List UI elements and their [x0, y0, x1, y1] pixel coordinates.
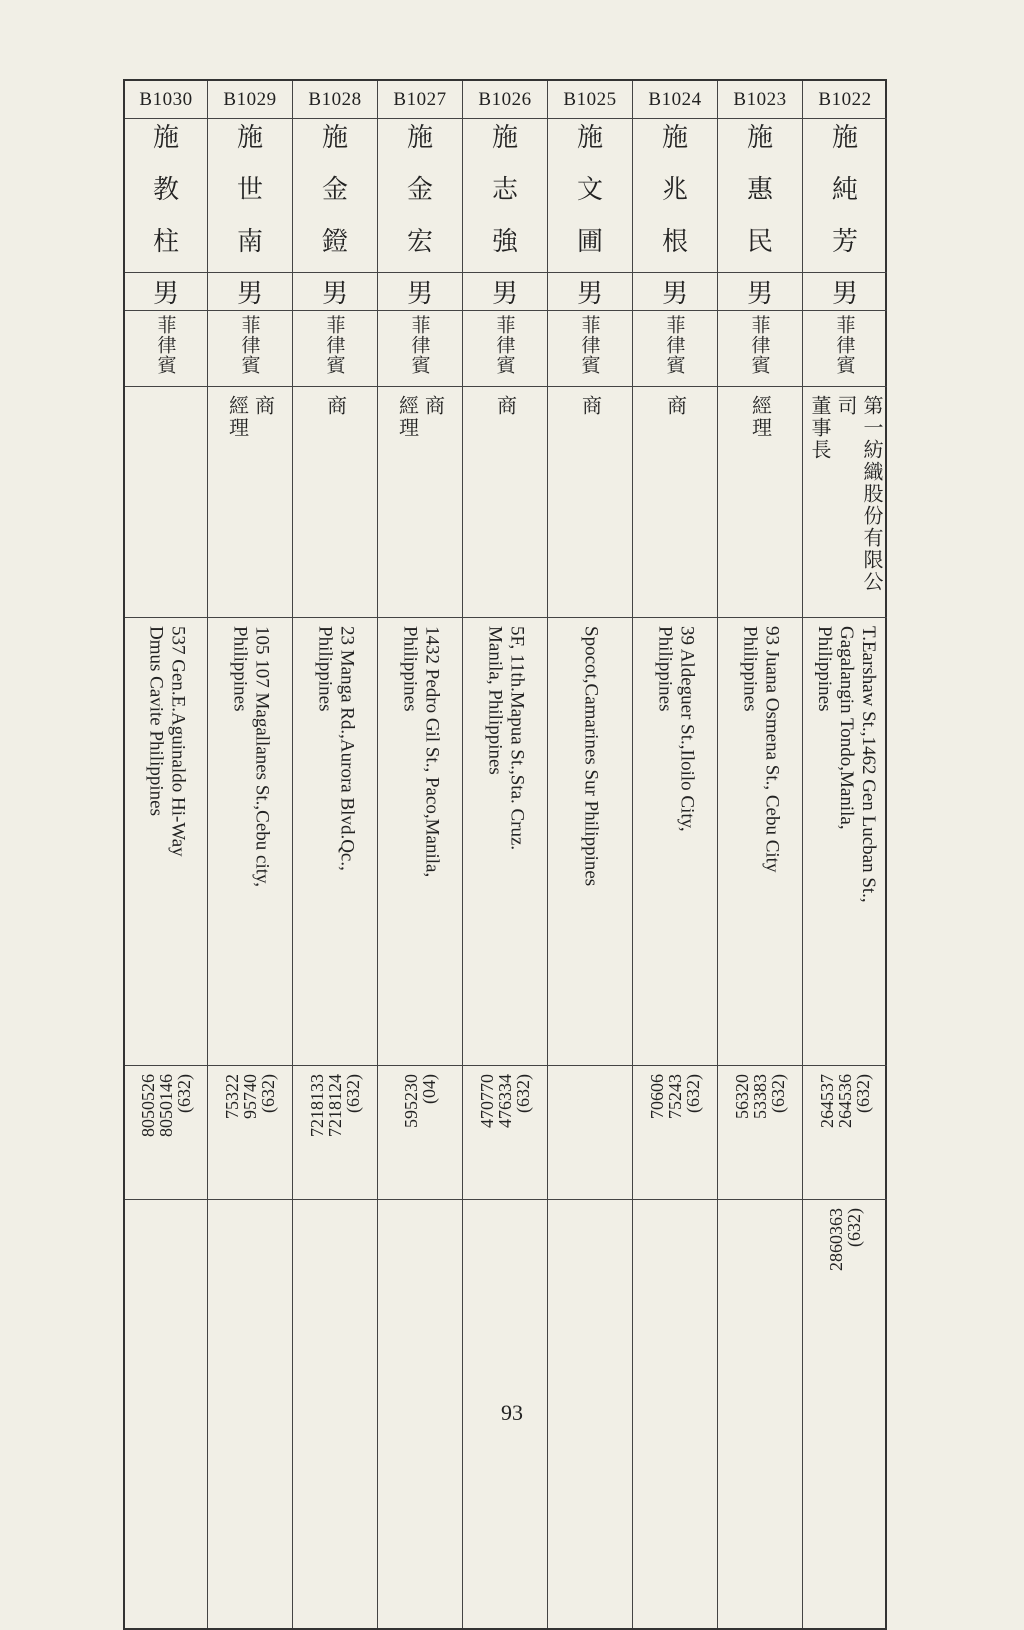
address-line: T.Earshaw St.,1462 Gen Lucban St., — [858, 626, 879, 903]
telephone-cell — [463, 1066, 547, 1200]
occupation-line: 商 — [663, 395, 688, 417]
record-column — [378, 81, 463, 1628]
sex-cell: 男 — [718, 273, 802, 311]
occupation-line: 商 — [421, 395, 446, 417]
telephone-line: 595230 — [400, 1074, 421, 1128]
record-column — [463, 81, 548, 1628]
telephone-line: 56320 — [731, 1074, 752, 1119]
telephone-line: (632) — [173, 1074, 194, 1113]
occupation-cell — [548, 387, 632, 618]
record-code: B1028 — [293, 81, 377, 119]
name-character: 鐙 — [321, 227, 348, 257]
name-cell — [718, 119, 802, 273]
telephone-line: 7218133 — [306, 1074, 327, 1137]
record-code: B1022 — [803, 81, 887, 119]
name-character: 世 — [236, 175, 263, 205]
name-character: 民 — [746, 227, 773, 257]
sex-cell: 男 — [463, 273, 547, 311]
address-cell — [803, 618, 887, 1066]
record-column — [633, 81, 718, 1628]
occupation-line: 第一紡織股份有限公 — [860, 395, 884, 593]
telephone-line: 70606 — [646, 1074, 667, 1119]
occupation-line: 商 — [578, 395, 603, 417]
address-line: Philippines — [229, 626, 251, 712]
occupation-line: 經理 — [748, 395, 773, 439]
record-column — [718, 81, 803, 1628]
name-character: 施 — [321, 123, 348, 153]
nationality-cell — [463, 311, 547, 387]
telephone-line: 8050526 — [137, 1074, 158, 1137]
address-cell — [125, 618, 207, 1066]
sex-cell: 男 — [208, 273, 292, 311]
occupation-line: 商 — [251, 395, 276, 417]
telephone-line: 8050146 — [155, 1074, 176, 1137]
occupation-line: 司 — [834, 395, 858, 417]
record-code: B1029 — [208, 81, 292, 119]
nationality-text: 菲律賓 — [833, 315, 856, 375]
telephone-line: (632) — [682, 1074, 703, 1113]
address-line: 105 107 Magallanes St.,Cebu city, — [251, 626, 273, 888]
address-line: Philippines — [654, 626, 676, 712]
record-column — [803, 81, 887, 1628]
record-code: B1023 — [718, 81, 802, 119]
nationality-cell — [293, 311, 377, 387]
occupation-cell — [463, 387, 547, 618]
telephone-line: (632) — [767, 1074, 788, 1113]
address-cell — [378, 618, 462, 1066]
name-character: 施 — [152, 123, 179, 153]
record-code: B1027 — [378, 81, 462, 119]
address-line: 5F, 11th.Mapua St.,Sta. Cruz. — [506, 626, 528, 851]
occupation-line: 董事長 — [808, 395, 832, 461]
record-code: B1026 — [463, 81, 547, 119]
record-column — [125, 81, 208, 1628]
name-cell — [633, 119, 717, 273]
record-column — [548, 81, 633, 1628]
sex-cell: 男 — [633, 273, 717, 311]
address-line: Philippines — [814, 626, 835, 712]
nationality-cell — [803, 311, 887, 387]
name-cell — [378, 119, 462, 273]
telephone-line: (632) — [342, 1074, 363, 1113]
address-line: Gagalangin Tondo,Manila, — [836, 626, 857, 830]
nationality-text: 菲律賓 — [663, 315, 686, 375]
name-character: 金 — [321, 175, 348, 205]
address-line: Philippines — [314, 626, 336, 712]
occupation-cell — [803, 387, 887, 618]
address-cell — [293, 618, 377, 1066]
name-character: 施 — [831, 123, 858, 153]
address-line: 537 Gen.E.Aguinaldo Hi-Way — [167, 626, 189, 857]
name-character: 施 — [236, 123, 263, 153]
sex-cell: 男 — [378, 273, 462, 311]
telephone-line: (632) — [853, 1074, 873, 1113]
address-line: 1432 Pedro Gil St., Paco,Manila, — [421, 626, 443, 878]
sex-cell: 男 — [548, 273, 632, 311]
telephone-cell — [378, 1066, 462, 1200]
occupation-cell — [125, 387, 207, 618]
name-character: 兆 — [661, 175, 688, 205]
name-character: 施 — [576, 123, 603, 153]
fax-line: (632) — [844, 1208, 864, 1247]
record-column — [208, 81, 293, 1628]
name-character: 圃 — [576, 227, 603, 257]
name-cell — [463, 119, 547, 273]
occupation-cell — [293, 387, 377, 618]
occupation-cell — [718, 387, 802, 618]
name-character: 純 — [831, 175, 858, 205]
occupation-line: 經理 — [395, 395, 420, 439]
telephone-line: 7218124 — [324, 1074, 345, 1137]
address-cell — [208, 618, 292, 1066]
address-cell — [548, 618, 632, 1066]
telephone-line: 75322 — [221, 1074, 242, 1119]
address-cell — [633, 618, 717, 1066]
name-cell — [548, 119, 632, 273]
address-line: Philippines — [399, 626, 421, 712]
sex-cell: 男 — [293, 273, 377, 311]
nationality-text: 菲律賓 — [154, 315, 177, 375]
occupation-cell — [633, 387, 717, 618]
name-character: 教 — [152, 175, 179, 205]
telephone-cell — [293, 1066, 377, 1200]
nationality-text: 菲律賓 — [748, 315, 771, 375]
nationality-text: 菲律賓 — [493, 315, 516, 375]
sex-cell: 男 — [125, 273, 207, 311]
nationality-cell — [633, 311, 717, 387]
name-character: 金 — [406, 175, 433, 205]
nationality-cell — [208, 311, 292, 387]
name-character: 施 — [661, 123, 688, 153]
address-line: Spocot,Camarines Sur Philippines — [580, 626, 602, 887]
name-character: 根 — [661, 227, 688, 257]
record-code: B1030 — [125, 81, 207, 119]
nationality-text: 菲律賓 — [408, 315, 431, 375]
nationality-cell — [125, 311, 207, 387]
address-cell — [718, 618, 802, 1066]
name-character: 志 — [491, 175, 518, 205]
telephone-cell — [208, 1066, 292, 1200]
name-cell — [125, 119, 207, 273]
telephone-cell — [125, 1066, 207, 1200]
nationality-cell — [378, 311, 462, 387]
occupation-cell — [378, 387, 462, 618]
occupation-line: 經理 — [225, 395, 250, 439]
address-line: 93 Juana Osmena St., Cebu City — [761, 626, 783, 873]
sex-cell: 男 — [803, 273, 887, 311]
telephone-line: 95740 — [239, 1074, 260, 1119]
address-line: 23 Manga Rd.,Aurora Blvd.Qc., — [336, 626, 358, 871]
page-number: 93 — [501, 1400, 523, 1425]
address-register-table — [123, 79, 887, 1630]
name-character: 施 — [406, 123, 433, 153]
telephone-cell — [718, 1066, 802, 1200]
record-column — [293, 81, 378, 1628]
address-cell — [463, 618, 547, 1066]
address-line: 39 Aldeguer St.,Iloilo City, — [676, 626, 698, 832]
name-character: 施 — [491, 123, 518, 153]
occupation-line: 商 — [493, 395, 518, 417]
nationality-cell — [718, 311, 802, 387]
name-character: 強 — [491, 227, 518, 257]
nationality-text: 菲律賓 — [238, 315, 261, 375]
record-code: B1025 — [548, 81, 632, 119]
address-line: Dmus Cavite Philippines — [145, 626, 167, 816]
name-cell — [803, 119, 887, 273]
telephone-line: 53383 — [749, 1074, 770, 1119]
name-character: 施 — [746, 123, 773, 153]
fax-line: 2860363 — [826, 1208, 846, 1271]
name-character: 文 — [576, 175, 603, 205]
occupation-line: 商 — [323, 395, 348, 417]
telephone-cell — [803, 1066, 887, 1200]
telephone-line: 264537 — [817, 1074, 837, 1128]
occupation-cell — [208, 387, 292, 618]
nationality-text: 菲律賓 — [578, 315, 601, 375]
record-code: B1024 — [633, 81, 717, 119]
name-character: 柱 — [152, 227, 179, 257]
telephone-line: 470770 — [476, 1074, 497, 1128]
telephone-line: 476334 — [494, 1074, 515, 1128]
name-character: 南 — [236, 227, 263, 257]
address-line: Philippines — [739, 626, 761, 712]
address-line: Manila, Philippines — [484, 626, 506, 775]
name-character: 芳 — [831, 227, 858, 257]
telephone-line: 75243 — [664, 1074, 685, 1119]
telephone-line: (04) — [418, 1074, 439, 1104]
nationality-cell — [548, 311, 632, 387]
telephone-cell — [548, 1066, 632, 1200]
name-cell — [293, 119, 377, 273]
name-cell — [208, 119, 292, 273]
telephone-line: (632) — [257, 1074, 278, 1113]
telephone-line: 264536 — [835, 1074, 855, 1128]
telephone-cell — [633, 1066, 717, 1200]
name-character: 惠 — [746, 175, 773, 205]
nationality-text: 菲律賓 — [323, 315, 346, 375]
telephone-line: (632) — [512, 1074, 533, 1113]
name-character: 宏 — [406, 227, 433, 257]
